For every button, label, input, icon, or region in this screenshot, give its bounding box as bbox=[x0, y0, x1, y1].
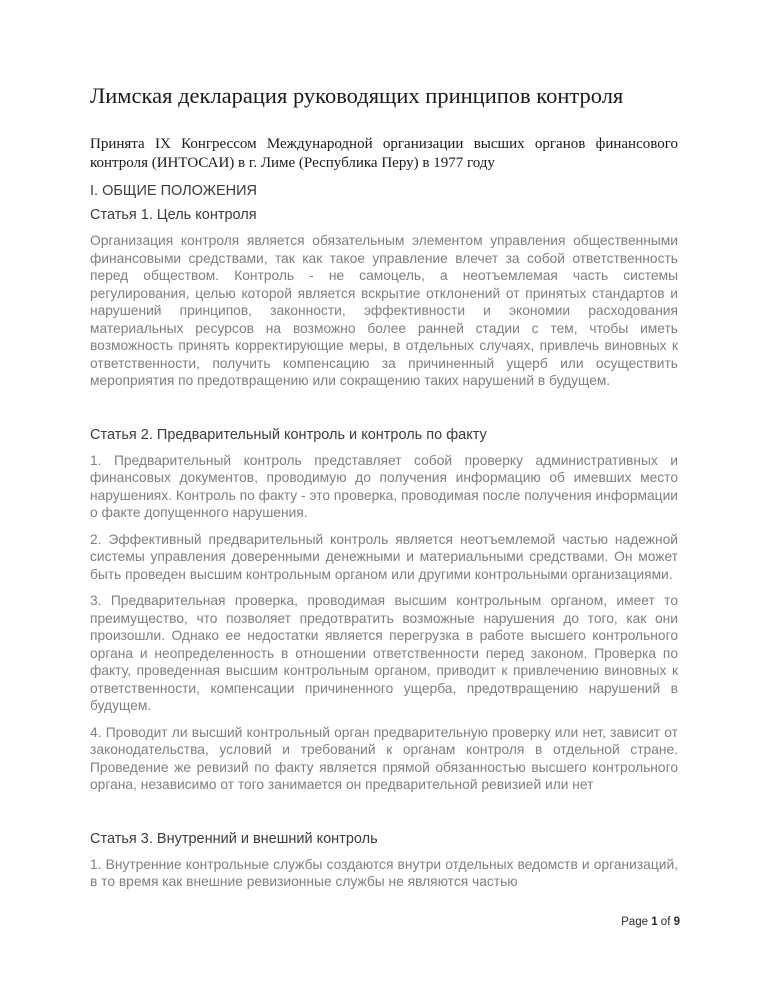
page-title: Лимская декларация руководящих принципов контроля bbox=[90, 83, 624, 108]
page-number: 1 bbox=[651, 916, 658, 928]
article-3-paragraph-1: 1. Внутренние контрольные службы создаются внутри отдельных ведомств и организаций, в то время как внешние ревизионные службы не являются частью bbox=[90, 856, 678, 889]
article-1-paragraph: Организация контроля является обязательным элементом управления общественными финансовыми средствами, так как такое управление влечет за собой ответственность перед обществом. Контроль - не самоцель, а неотъемлемая часть системы регулирования, целью которой является вскрытие отклонений от принятых стандартов и нарушений принципов, законности, эффективности и экономии расходования материальных ресурсов на возможно более ранней стадии с тем, чтобы иметь возможность принять корректирующие меры, в отдельных случаях, привлечь виновных к ответственности, получить компенсацию за причиненный ущерб или осуществить мероприятия по предотвращению или сокращению таких нарушений в будущем. bbox=[90, 233, 678, 388]
document-content bbox=[90, 0, 678, 891]
article-2-heading: Статья 2. Предварительный контроль и контроль по факту bbox=[90, 426, 487, 443]
article-2-paragraph-1: 1. Предварительный контроль представляет собой проверку административных и финансовых документов, проводимую до получения информацию об имевших место нарушениях. Контроль по факту - это проверка, проводимая после получения информации о факте допущенного нарушения. bbox=[90, 452, 678, 520]
article-1-heading: Статья 1. Цель контроля bbox=[90, 207, 257, 223]
page-footer-label: Page bbox=[621, 916, 652, 928]
article-2-paragraph-3: 3. Предварительная проверка, проводимая высшим контрольным органом, имеет то преимущество, что позволяет предотвратить возможные нарушения до того, как они произошли. Однако ее недостатки является перегрузка в работе высшего контрольного органа и неопределенность в отношении ответственности перед законом. Проверка по факту, проведенная высшим контрольным органом, приводит к привлечению виновных к ответственности, компенсации причиненного ущерба, предотвращению нарушений в будущем. bbox=[90, 593, 678, 713]
article-2-paragraph-2: 2. Эффективный предварительный контроль является неотъемлемой частью надежной системы управления доверенными денежными и материальными средствами. Он может быть проведен высшим контрольным органом или другими контрольными организациями. bbox=[90, 531, 678, 582]
section-heading-general-provisions: I. ОБЩИЕ ПОЛОЖЕНИЯ bbox=[90, 183, 258, 199]
article-2-paragraph-4: 4. Проводит ли высший контрольный орган предварительную проверку или нет, зависит от законодательства, условий и требований к органам контроля в отдельной стране. Проведение же ревизий по факту является прямой обязанностью высшего контрольного органа, независимо от того занимается он предварительной ревизией или нет bbox=[90, 724, 678, 792]
article-3-heading: Статья 3. Внутренний и внешний контроль bbox=[90, 830, 378, 847]
document-subtitle: Принята IX Конгрессом Международной организации высших органов финансового контроля (ИНТОСАИ) в г. Лиме (Республика Перу) в 1977 году bbox=[90, 136, 678, 171]
total-pages: 9 bbox=[673, 916, 680, 928]
page-footer bbox=[621, 915, 680, 929]
page-footer-of-label: of bbox=[657, 916, 674, 928]
